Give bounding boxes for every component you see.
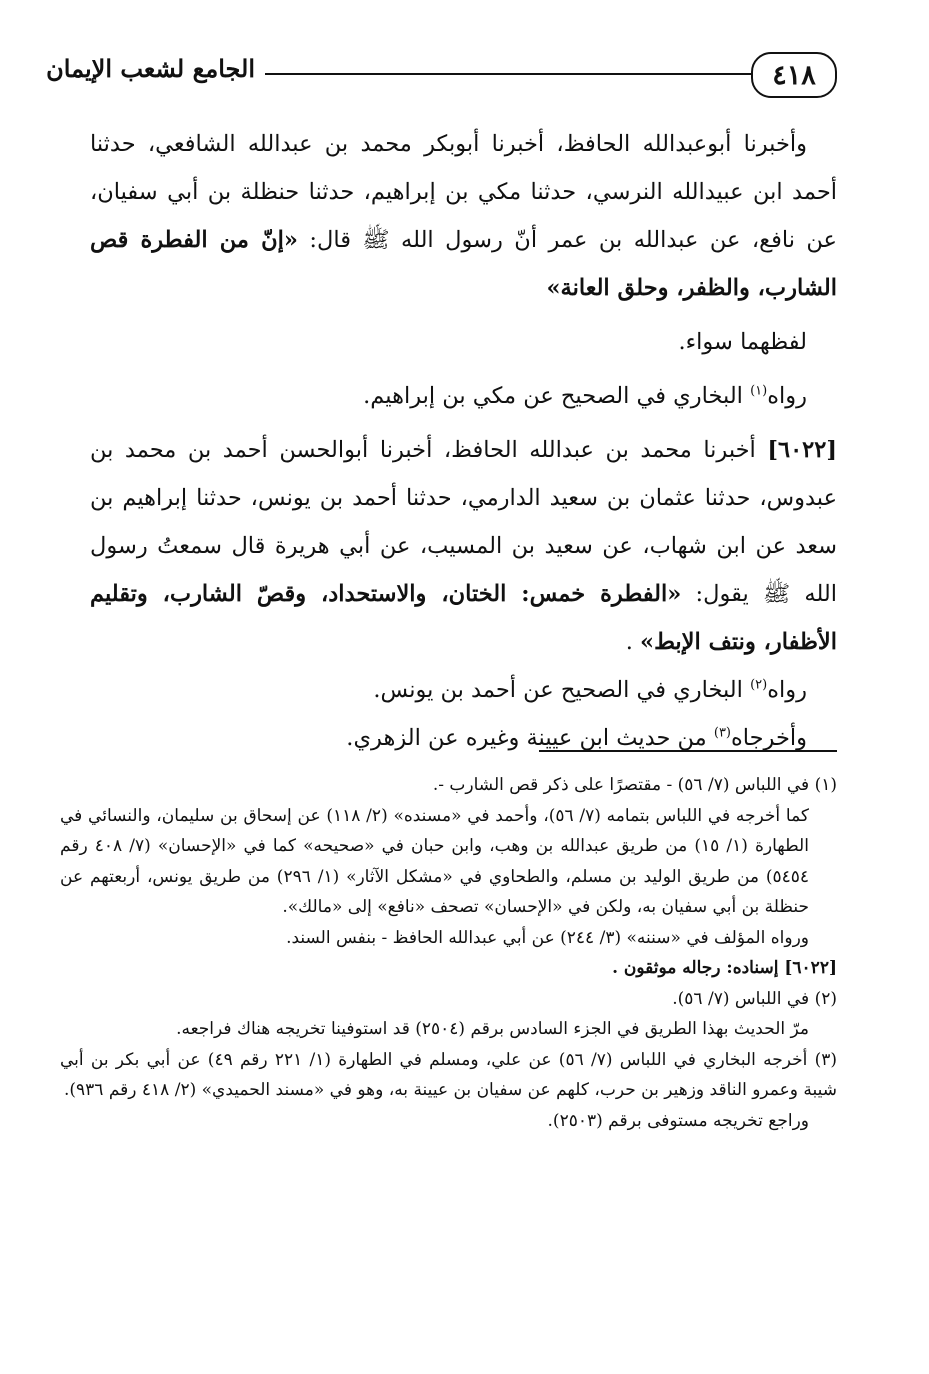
hadith-quote: «إنّ من الفطرة قص الشارب، والظفر، وحلق العانة» <box>90 227 837 301</box>
isnad-text: وأخبرنا أبوعبدالله الحافظ، أخبرنا أبوبكر محمد بن عبدالله الشافعي، حدثنا أحمد ابن عبيدالله النرسي، حدثنا مكي بن إبراهيم، حدثنا حنظلة بن أبي سفيان، عن نافع، عن عبدالله بن عمر أنّ رسول الله ﷺ قال: <box>90 131 837 253</box>
main-text <box>90 120 837 762</box>
note-paragraph: لفظهما سواء. <box>678 329 807 355</box>
footnote-3-detail: وراجع تخريجه مستوفى برقم (٢٥٠٣). <box>547 1110 809 1131</box>
footnote-1-detail: كما أخرجه في اللباس بتمامه (٧/ ٥٦)، وأحمد في «مسنده» (٢/ ١١٨) عن إسحاق بن سليمان، والنسائي في الطهارة (١/ ١٥) من طريق عبدالله بن وهب، وابن حبان في «صحيحه» كما في «الإحسان» (٧/ ٤٠٨ رقم ٥٤٥٤) من طريق الوليد بن مسلم، والطحاوي في «مشكل الآثار» (١/ ٢٩٦) من طريق يونس، أربعتهم عن حنظلة بن أبي سفيان به، ولكن في «الإحسان» تصحف «نافع» إلى «مالك». <box>60 805 810 917</box>
hadith-quote: «الفطرة خمس: الختان، والاستحداد، وقصّ الشارب، وتقليم الأظفار، ونتف الإبط» <box>90 581 837 655</box>
isnad-note: [٦٠٢٢] إسناده: رجاله موثقون . <box>612 958 837 978</box>
hadith-paragraph <box>90 120 837 312</box>
footnote-2: (٢) في اللباس (٧/ ٥٦). <box>672 988 837 1009</box>
page-number: ٤١٨ <box>751 52 837 98</box>
narration-note: رواه$^{(٢)}$ البخاري في الصحيح عن أحمد بن يونس. <box>373 677 807 703</box>
footnote-ref[interactable]: (٢) <box>750 677 768 693</box>
narration-note: رواه$^{(١)}$ البخاري في الصحيح عن مكي بن إبراهيم. <box>363 383 807 409</box>
page-header <box>46 52 837 100</box>
header-rule <box>265 73 751 75</box>
footnote-ref[interactable]: (٣) <box>713 725 731 741</box>
footnote-2-detail: مرّ الحديث بهذا الطريق في الجزء السادس برقم (٢٥٠٤) قد استوفينا تخريجه هناك فراجعه. <box>176 1019 809 1039</box>
footnote-3: (٣) أخرجه البخاري في اللباس (٧/ ٥٦) عن علي، ومسلم في الطهارة (١/ ٢٢١ رقم ٤٩) عن أبي بكر بن أبي شيبة وعمرو الناقد وزهير بن حرب، كلهم عن سفيان بن عيينة به، وهو في «مسند الحميدي» (٢/ ٤١٨ رقم ٩٣٦). <box>60 1049 838 1100</box>
footnote-1: (١) في اللباس (٧/ ٥٦) - مقتصرًا على ذكر قص الشارب -. <box>432 775 837 795</box>
footnote-ref[interactable]: (١) <box>750 383 768 399</box>
hadith-number: [٦٠٢٢] <box>767 437 837 463</box>
book-title: الجامع لشعب الإيمان <box>46 54 255 83</box>
hadith-paragraph: [٦٠٢٢] أخبرنا محمد بن عبدالله الحافظ، أخبرنا أبوالحسن أحمد بن محمد بن عبدوس، حدثنا عثمان بن سعيد الدارمي، حدثنا أحمد بن يونس، حدثنا إبراهيم بن سعد عن ابن شهاب، عن سعيد بن المسيب، عن أبي هريرة قال سمعتُ رسول الله ﷺ يقول: «الفطرة خمس: الختان، والاستحداد، وقصّ الشارب، وتقليم الأظفار، ونتف الإبط» . <box>90 437 837 655</box>
narration-note: وأخرجاه$^{(٣)}$ من حديث ابن عيينة وغيره عن الزهري. <box>346 725 807 751</box>
footnotes <box>60 770 837 1136</box>
footnote-1-extra: ورواه المؤلف في «سننه» (٣/ ٢٤٤) عن أبي عبدالله الحافظ - بنفس السند. <box>286 927 809 948</box>
footnote-separator <box>539 750 837 752</box>
isnad-text: أخبرنا محمد بن عبدالله الحافظ، أخبرنا أبوالحسن أحمد بن محمد بن عبدوس، حدثنا عثمان بن سعيد الدارمي، حدثنا أحمد بن يونس، حدثنا إبراهيم بن سعد عن ابن شهاب، عن سعيد بن المسيب، عن أبي هريرة قال سمعتُ رسول الله ﷺ يقول: <box>90 437 837 607</box>
